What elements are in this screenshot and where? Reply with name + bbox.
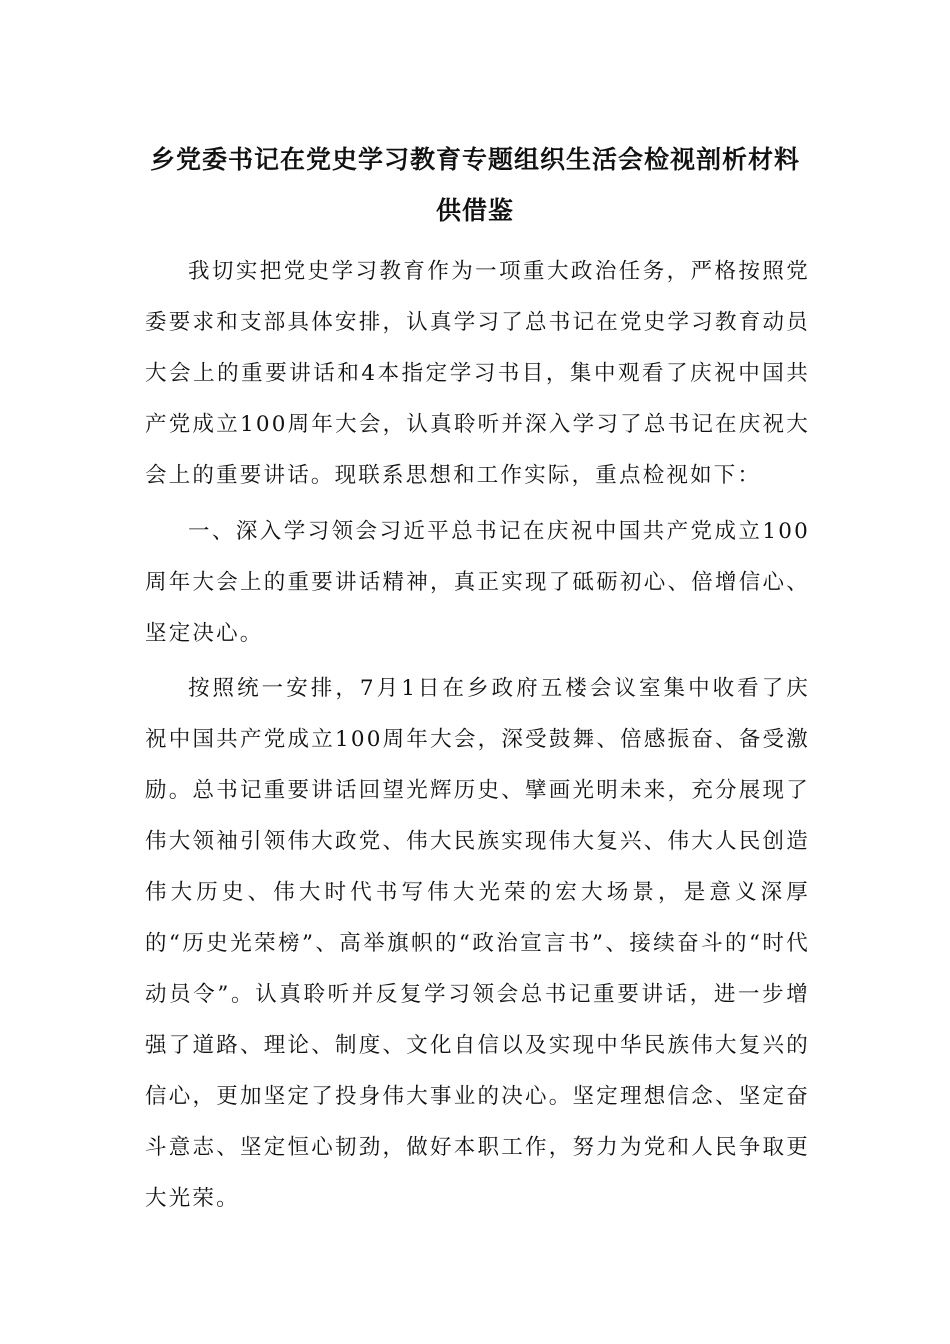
- document-title-line-1: 乡党委书记在党史学习教育专题组织生活会检视剖析材料: [149, 145, 800, 174]
- document-title-line-2: 供借鉴: [435, 196, 514, 225]
- body-paragraph-intro: 我切实把党史学习教育作为一项重大政治任务，严格按照党委要求和支部具体安排，认真学习了总书记在党史学习教育动员大会上的重要讲话和4本指定学习书目，集中观看了庆祝中国共产党成立100周年大会，认真聆听并深入学习了总书记在庆祝大会上的重要讲话。现联系思想和工作实际，重点检视如下：: [145, 259, 810, 488]
- body-paragraph-section-heading: 一、深入学习领会习近平总书记在庆祝中国共产党成立100周年大会上的重要讲话精神，真正实现了砥砺初心、倍增信心、坚定决心。: [145, 519, 810, 646]
- body-paragraph-detail: 按照统一安排，7月1日在乡政府五楼会议室集中收看了庆祝中国共产党成立100周年大会，深受鼓舞、倍感振奋、备受激励。总书记重要讲话回望光辉历史、擘画光明未来，充分展现了伟大领袖引领伟大政党、伟大民族实现伟大复兴、伟大人民创造伟大历史、伟大时代书写伟大光荣的宏大场景，是意义深厚的“历史光荣榜”、高举旗帜的“政治宣言书”、接续奋斗的“时代动员令”。认真聆听并反复学习领会总书记重要讲话，进一步增强了道路、理论、制度、文化自信以及实现中华民族伟大复兴的信心，更加坚定了投身伟大事业的决心。坚定理想信念、坚定奋斗意志、坚定恒心韧劲，做好本职工作，努力为党和人民争取更大光荣。: [145, 676, 810, 1211]
